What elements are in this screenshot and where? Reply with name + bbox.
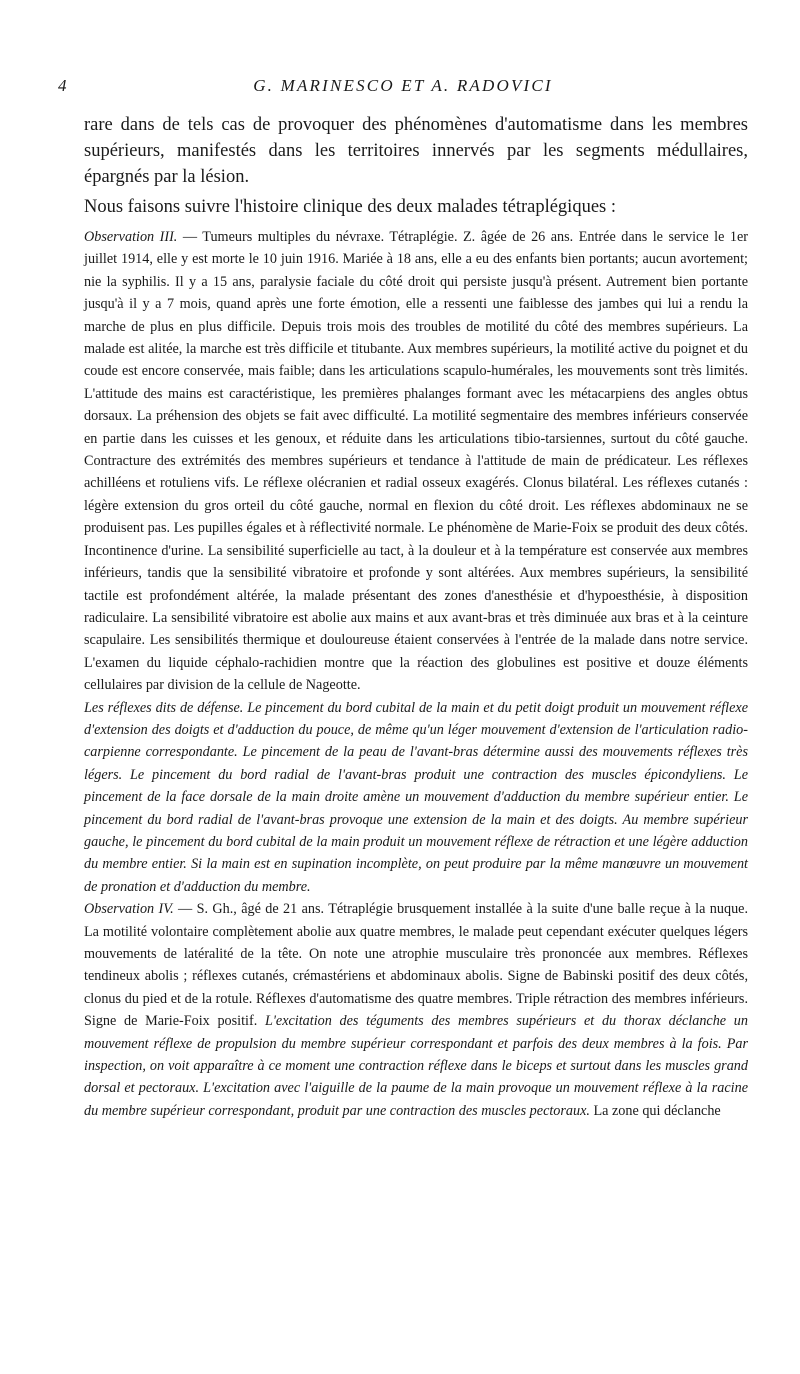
transition-paragraph: Nous faisons suivre l'histoire clinique des deux malades tétraplégiques : bbox=[84, 197, 617, 217]
observation-4-text: — S. Gh., âgé de 21 ans. Tétraplégie brusquement installée à la suite d'une balle reçue à la nuque. La motilité volontaire complètement abolie aux quatre membres, le malade peut cependant exécuter quelques légers mouvements de latéralité de la tête. On note une atrophie musculaire très prononcée aux membres. Réflexes tendineux abolis ; réflexes cutanés, crémastériens et abdominaux abolis. Signe de Babinski positif des deux côtés, clonus du pied et de la rotule. Réflexes d'automatisme des quatre membres. Triple rétraction des membres inférieurs. Signe de Marie-Foix positif. bbox=[84, 901, 749, 1030]
defense-reflexes-paragraph: Les réflexes dits de défense. Le pincement du bord cubital de la main et du petit doigt produit un mouvement réflexe d'extension des doigts et d'adduction du pouce, de même qu'un léger mouvement d'extension de l'articulation radio-carpienne correspondante. Le pincement de la peau de l'avant-bras détermine aussi des mouvements réflexes très légers. Le pincement du bord radial de l'avant-bras produit une contraction des muscles épicondyliens. Le pincement de la face dorsale de la main droite amène un mouvement d'adduction du membre supérieur entier. Le pincement du bord radial de l'avant-bras provoque une extension de la main et des doigts. Au membre supérieur gauche, le pincement du bord cubital de la main produit un mouvement réflexe de rétraction et une légère adduction du membre entier. Si la main est en supination incomplète, on peut produire par la même manœuvre un mouvement de pronation et d'adduction du membre. bbox=[84, 699, 748, 895]
observation-4-tail: La zone qui déclanche bbox=[589, 1102, 721, 1119]
page-number: 4 bbox=[58, 76, 69, 95]
observation-4-label: Observation IV. bbox=[84, 901, 174, 918]
observation-3-paragraph bbox=[84, 226, 748, 697]
intro-paragraph: rare dans de tels cas de provoquer des phénomènes d'automatisme dans les membres supérieurs, manifestés dans les territoires innervés par les segments médullaires, épargnés par la lésion. bbox=[84, 115, 748, 187]
article-body bbox=[84, 112, 748, 1122]
running-head-authors: G. MARINESCO ET A. RADOVICI bbox=[253, 76, 553, 95]
observation-3-text: — Tumeurs multiples du névraxe. Tétraplégie. Z. âgée de 26 ans. Entrée dans le service le 1er juillet 1914, elle y est morte le 10 juin 1916. Mariée à 18 ans, elle a eu des enfants bien portants; aucun avortement; nie la syphilis. Il y a 15 ans, paralysie faciale du côté droit qui persiste jusqu'à présent. Autrement bien portante jusqu'à il y a 7 mois, quand après une forte émotion, elle a ressenti une faiblesse des jambes qui lui a rendu la marche de plus en plus difficile. Depuis trois mois des troubles de motilité du côté des membres supérieurs. La malade est alitée, la marche est très difficile et titubante. Aux membres supérieurs, la motilité active du poignet et du coude est encore conservée, mais faible; dans les articulations scapulo-humérales, les mouvements sont très limités. L'attitude des mains est caractéristique, les premières phalanges formant avec les métacarpiens des angles obtus dorsaux. La préhension des objets se fait avec difficulté. La motilité segmentaire des membres inférieurs conservée en partie dans les cuisses et les genoux, et réduite dans les articulations tibio-tarsiennes, surtout du côté gauche. Contracture des extrémités des membres supérieurs et tendance à l'attitude de main de prédicateur. Les réflexes achilléens et rotuliens vifs. Le réflexe olécranien et radial osseux exagérés. Clonus bilatéral. Les réflexes cutanés : légère extension du gros orteil du côté gauche, normal en flexion du côté droit. Les réflexes abdominaux ne se produisent pas. Les pupilles égales et à réflectivité normale. Le phénomène de Marie-Foix se produit des deux côtés. Incontinence d'urine. La sensibilité superficielle au tact, à la douleur et à la température est conservée aux membres inférieurs, tandis que la sensibilité vibratoire et profonde y sont altérées. Aux membres supérieurs, la sensibilité tactile est profondément altérée, la malade présentant des zones d'anesthésie et d'hypoesthésie, à disposition radiculaire. La sensibilité vibratoire est abolie aux mains et aux avant-bras et très diminuée aux bras et à la ceinture scapulaire. Les sensibilités thermique et douloureuse étaient conservées à l'entrée de la malade dans notre service. L'examen du liquide céphalo-rachidien montre que la réaction des globulines est positive et douze éléments cellulaires par division de la cellule de Nageotte. bbox=[84, 229, 748, 694]
observation-4-paragraph bbox=[84, 898, 748, 1122]
observation-4-italic-text: L'excitation des téguments des membres supérieurs et du thorax déclanche un mouvement réflexe de propulsion du membre supérieur correspondant et parfois des deux membres à la fois. Par inspection, on voit apparaître à ce moment une contraction réflexe dans le biceps et surtout dans les muscles grand dorsal et pectoraux. L'excitation avec l'aiguille de la paume de la main provoque un mouvement réflexe à la racine du membre supérieur correspondant, produit par une contraction des muscles pectoraux. bbox=[84, 1013, 748, 1119]
running-head bbox=[58, 76, 748, 98]
observation-3-label: Observation III. bbox=[84, 229, 178, 245]
